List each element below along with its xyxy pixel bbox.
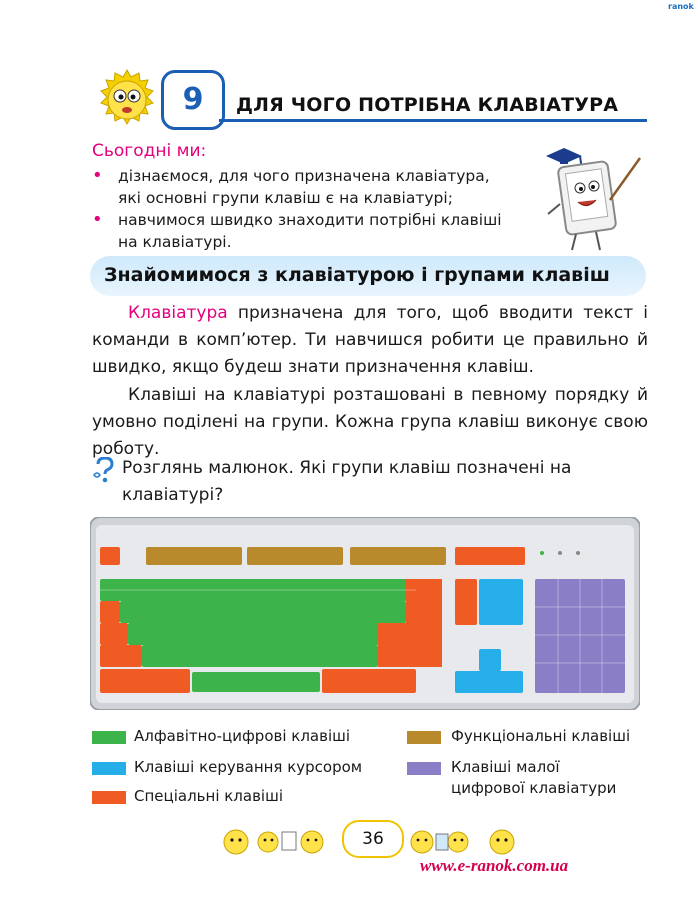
legend-numpad-1: Клавіші малої [451,758,560,776]
function-keys [100,547,446,565]
question-icon [92,457,116,483]
legend-swatch-alpha [92,731,126,744]
legend-special: Спеціальні клавіші [134,787,283,805]
section-title: Знайомимося з клавіатурою і групами клавіш [104,264,610,286]
keyboard-diagram [90,517,640,710]
goal-item: • навчимося швидко знаходити потрібні клавіші на клавіатурі. [92,209,512,253]
goal-item: • дізнаємося, для чого призначена клавіатура, які основні групи клавіш є на клавіатурі; [92,165,512,209]
tablet-teacher-icon [536,144,648,254]
smiley-mascot-icon [94,66,160,132]
paragraph-keyboard-purpose [92,300,648,381]
title-underline [219,119,647,122]
term-keyboard: Клавіатура [128,303,228,323]
legend-swatch-special [92,791,126,804]
legend-swatch-function [407,731,441,744]
legend-function: Функціональні клавіші [451,727,631,745]
site-url[interactable]: www.e-ranok.com.ua [420,856,569,875]
goals-list [92,165,512,253]
lesson-title: ДЛЯ ЧОГО ПОТРІБНА КЛАВІАТУРА [236,94,619,116]
question-text: Розглянь малюнок. Які групи клавіш позначені на клавіатурі? [122,458,572,505]
legend-swatch-cursor [92,762,126,775]
publisher-logo: ranok [668,2,694,11]
paragraph-text: призначена для того, щоб вводити текст і команди в комп’ютер. Ти навчишся робити це правильно й швидко, якщо будеш знати призначення клавіш. [92,303,648,377]
lesson-number: 9 [161,70,225,130]
legend-cursor: Клавіші керування курсором [134,758,363,776]
special-top-keys [455,547,525,565]
legend-numpad-2: цифрової клавіатури [451,779,617,797]
legend-swatch-numpad [407,762,441,775]
page-number: 36 [342,820,404,858]
paragraph-key-groups: Клавіші на клавіатурі розташовані в певному порядку й умовно поділені на групи. Кожна група клавіш виконує свою роботу. [92,385,648,459]
today-label: Сьогодні ми: [92,141,207,161]
legend-alpha: Алфавітно-цифрові клавіші [134,727,351,745]
